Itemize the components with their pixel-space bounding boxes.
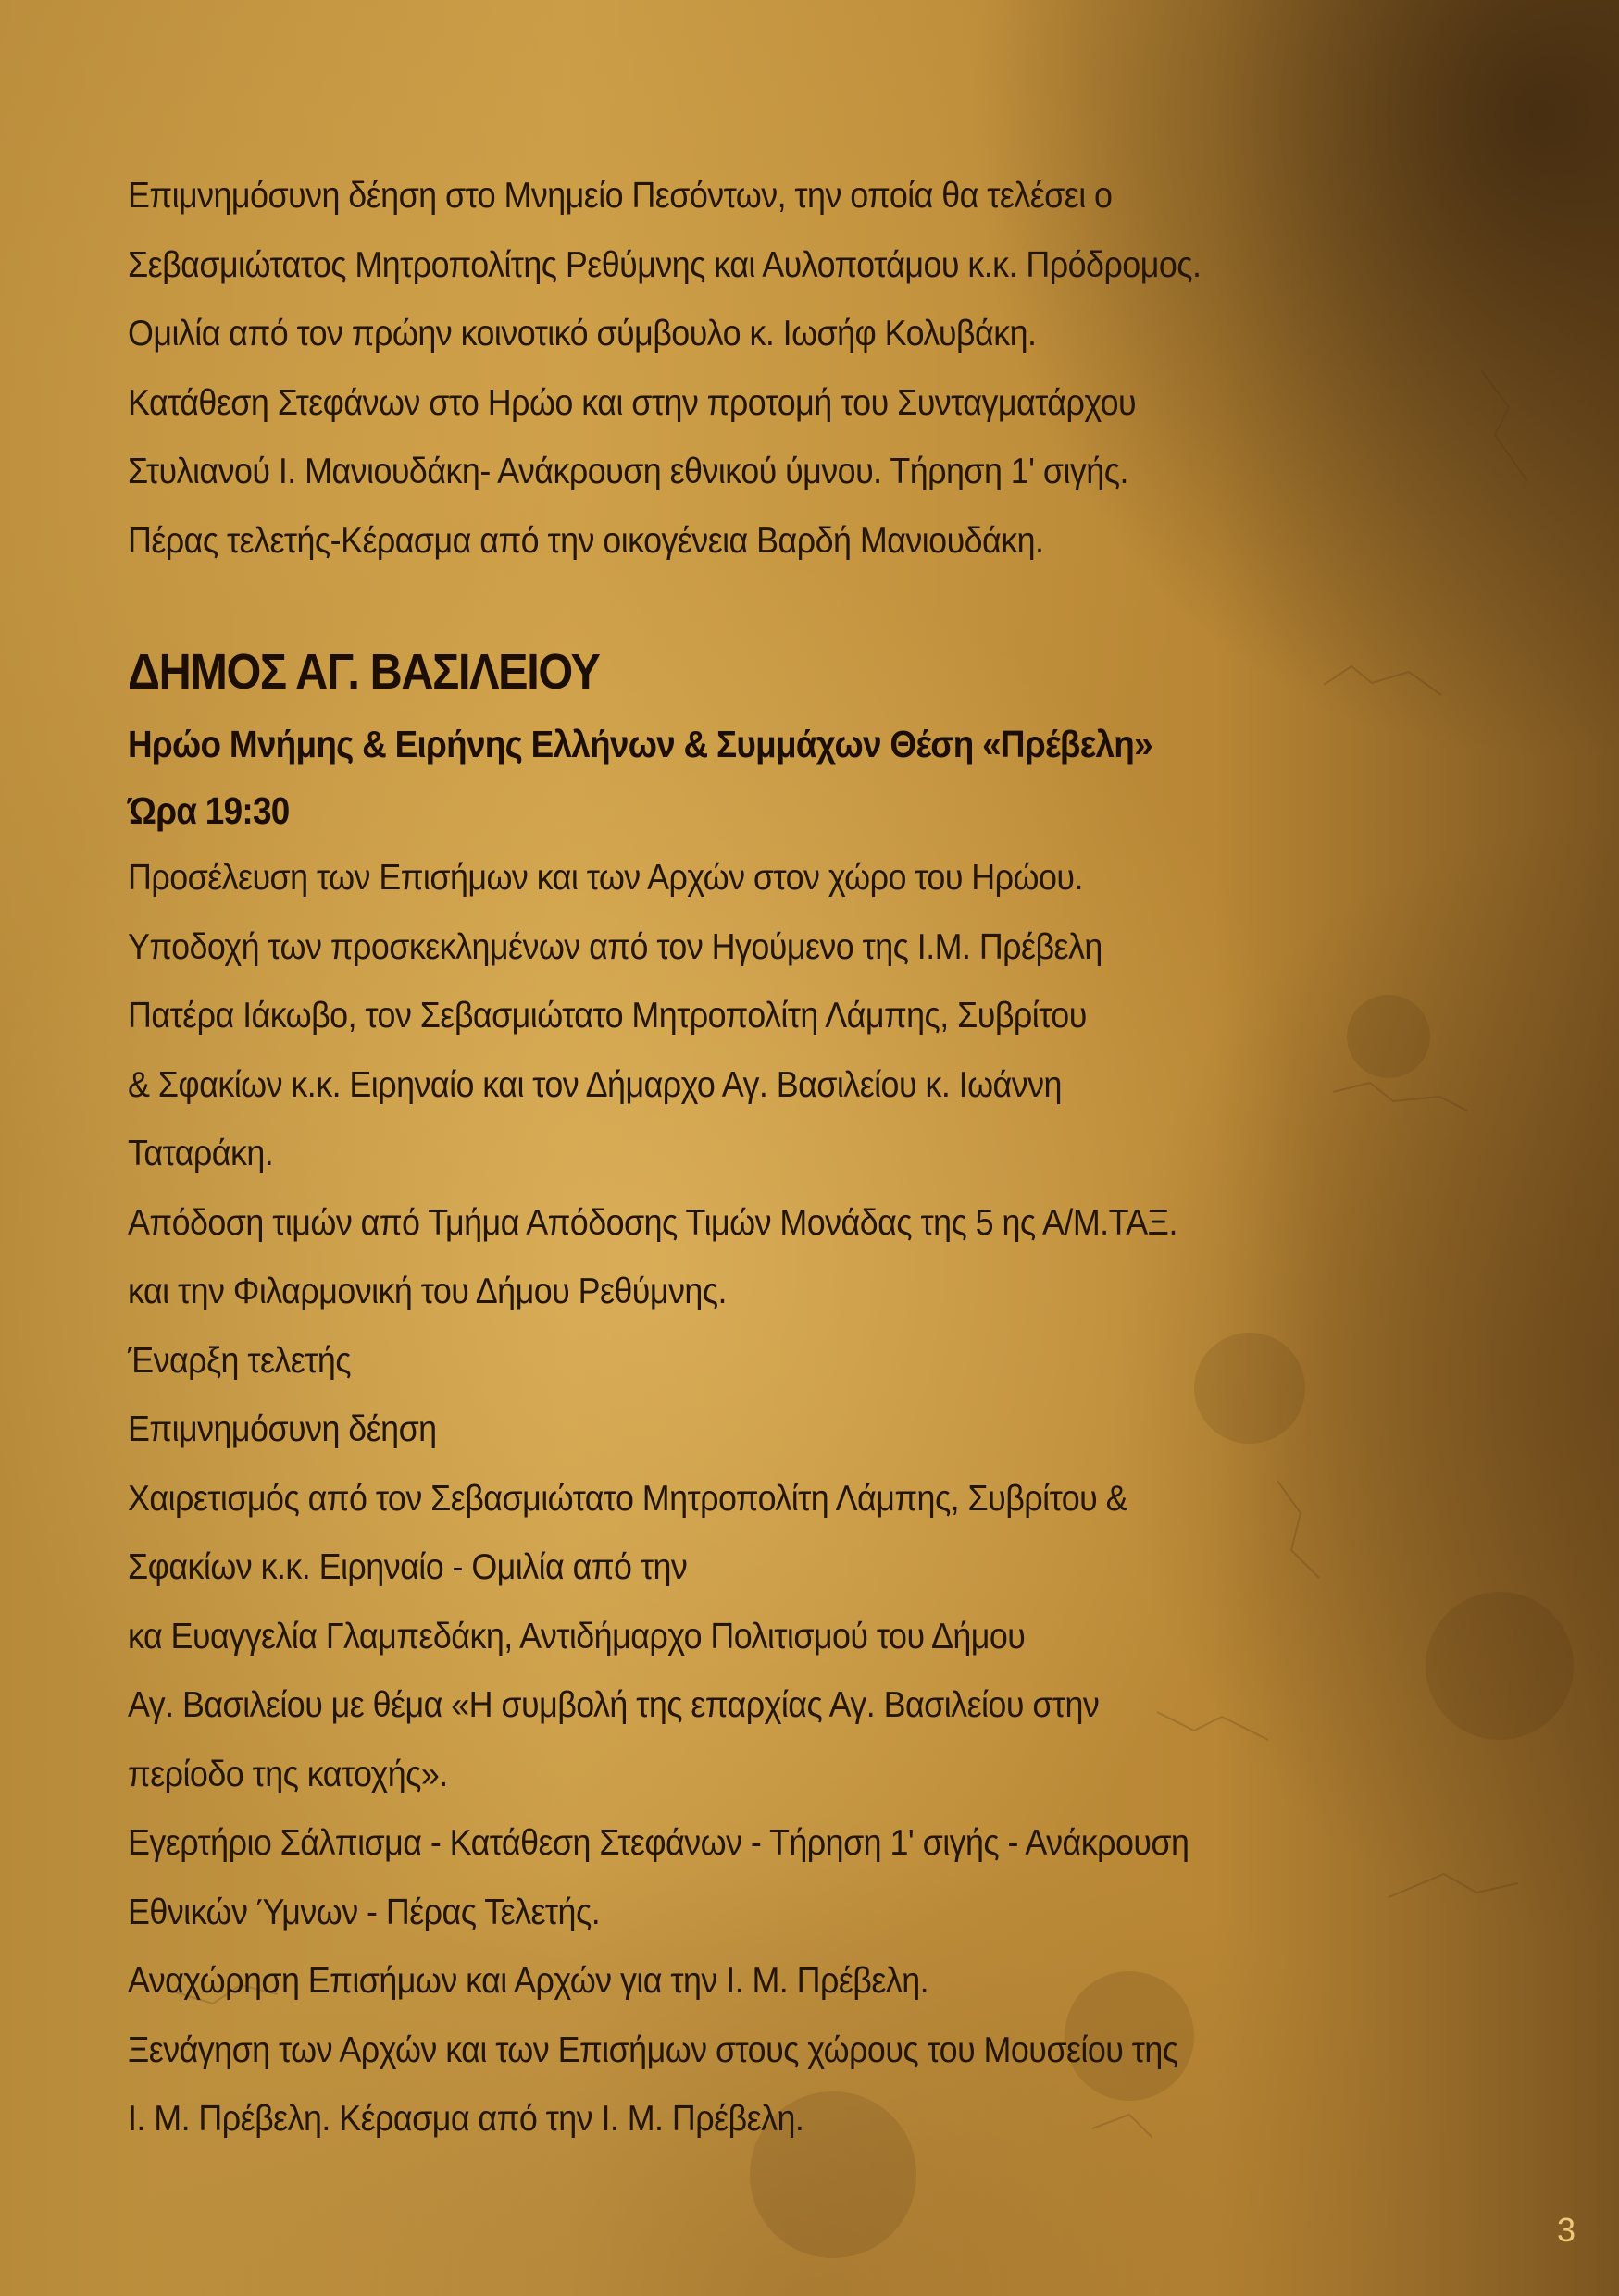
section-subheading: Ηρώο Μνήμης & Ειρήνης Ελλήνων & Συμμάχων Θέση «Πρέβελη» [128, 723, 1152, 765]
section-line: Ι. Μ. Πρέβελη. Κέρασμα από την Ι. Μ. Πρέβελη. [128, 2099, 804, 2139]
section-line: Επιμνημόσυνη δέηση [128, 1409, 437, 1449]
section-line: Εγερτήριο Σάλπισμα - Κατάθεση Στεφάνων - Τήρηση 1' σιγής - Ανάκρουση [128, 1823, 1189, 1863]
section-line: Σφακίων κ.κ. Ειρηναίο - Ομιλία από την [128, 1547, 688, 1587]
section-line: Ξενάγηση των Αρχών και των Επισήμων στους χώρους του Μουσείου της [128, 2029, 1178, 2070]
section-line: Εθνικών Ύμνων - Πέρας Τελετής. [128, 1892, 601, 1932]
intro-line: Πέρας τελετής-Κέρασμα από την οικογένεια Βαρδή Μανιουδάκη. [128, 520, 1044, 561]
section-line: Πατέρα Ιάκωβο, τον Σεβασμιώτατο Μητροπολίτη Λάμπης, Συβρίτου [128, 996, 1087, 1036]
section-line: και την Φιλαρμονική του Δήμου Ρεθύμνης. [128, 1272, 727, 1311]
section-line: Απόδοση τιμών από Τμήμα Απόδοσης Τιμών Μονάδας της 5 ης Α/Μ.ΤΑΞ. [128, 1202, 1177, 1243]
section-line: Χαιρετισμός από τον Σεβασμιώτατο Μητροπολίτη Λάμπης, Συβρίτου & [128, 1478, 1127, 1519]
section-line: Έναρξη τελετής [128, 1340, 352, 1381]
section-line: περίοδο της κατοχής». [128, 1754, 448, 1794]
section-heading: ΔΗΜΟΣ ΑΓ. ΒΑΣΙΛΕΙΟΥ [128, 644, 600, 700]
page-number: 3 [1556, 2211, 1575, 2249]
section-line: Υποδοχή των προσκεκλημένων από τον Ηγούμενο της Ι.Μ. Πρέβελη [128, 926, 1102, 967]
intro-line: Κατάθεση Στεφάνων στο Ηρώο και στην προτομή του Συνταγματάρχου [128, 382, 1137, 423]
intro-line: Επιμνημόσυνη δέηση στο Μνημείο Πεσόντων, την οποία θα τελέσει ο [128, 176, 1113, 216]
section-line: Αγ. Βασιλείου με θέμα «Η συμβολή της επαρχίας Αγ. Βασιλείου στην [128, 1685, 1100, 1725]
intro-line: Σεβασμιώτατος Μητροπολίτης Ρεθύμνης και Αυλοποτάμου κ.κ. Πρόδρομος. [128, 244, 1202, 285]
section-time: Ώρα 19:30 [128, 789, 290, 832]
intro-paragraph [128, 162, 1442, 576]
document-body [128, 162, 1442, 2154]
section-line: & Σφακίων κ.κ. Ειρηναίο και τον Δήμαρχο Αγ. Βασιλείου κ. Ιωάννη [128, 1064, 1062, 1105]
section-line: Ταταράκη. [128, 1134, 274, 1173]
intro-line: Ομιλία από τον πρώην κοινοτικό σύμβουλο κ. Ιωσήφ Κολυβάκη. [128, 314, 1037, 354]
intro-line: Στυλιανού Ι. Μανιουδάκη- Ανάκρουση εθνικού ύμνου. Τήρηση 1' σιγής. [128, 452, 1128, 491]
section-gap [128, 576, 1442, 633]
section-line: Αναχώρηση Επισήμων και Αρχών για την Ι. Μ. Πρέβελη. [128, 1961, 929, 2001]
section-line: κα Ευαγγελία Γλαμπεδάκη, Αντιδήμαρχο Πολιτισμού του Δήμου [128, 1616, 1026, 1657]
municipality-section [128, 633, 1442, 2154]
section-line: Προσέλευση των Επισήμων και των Αρχών στον χώρο του Ηρώου. [128, 858, 1083, 898]
